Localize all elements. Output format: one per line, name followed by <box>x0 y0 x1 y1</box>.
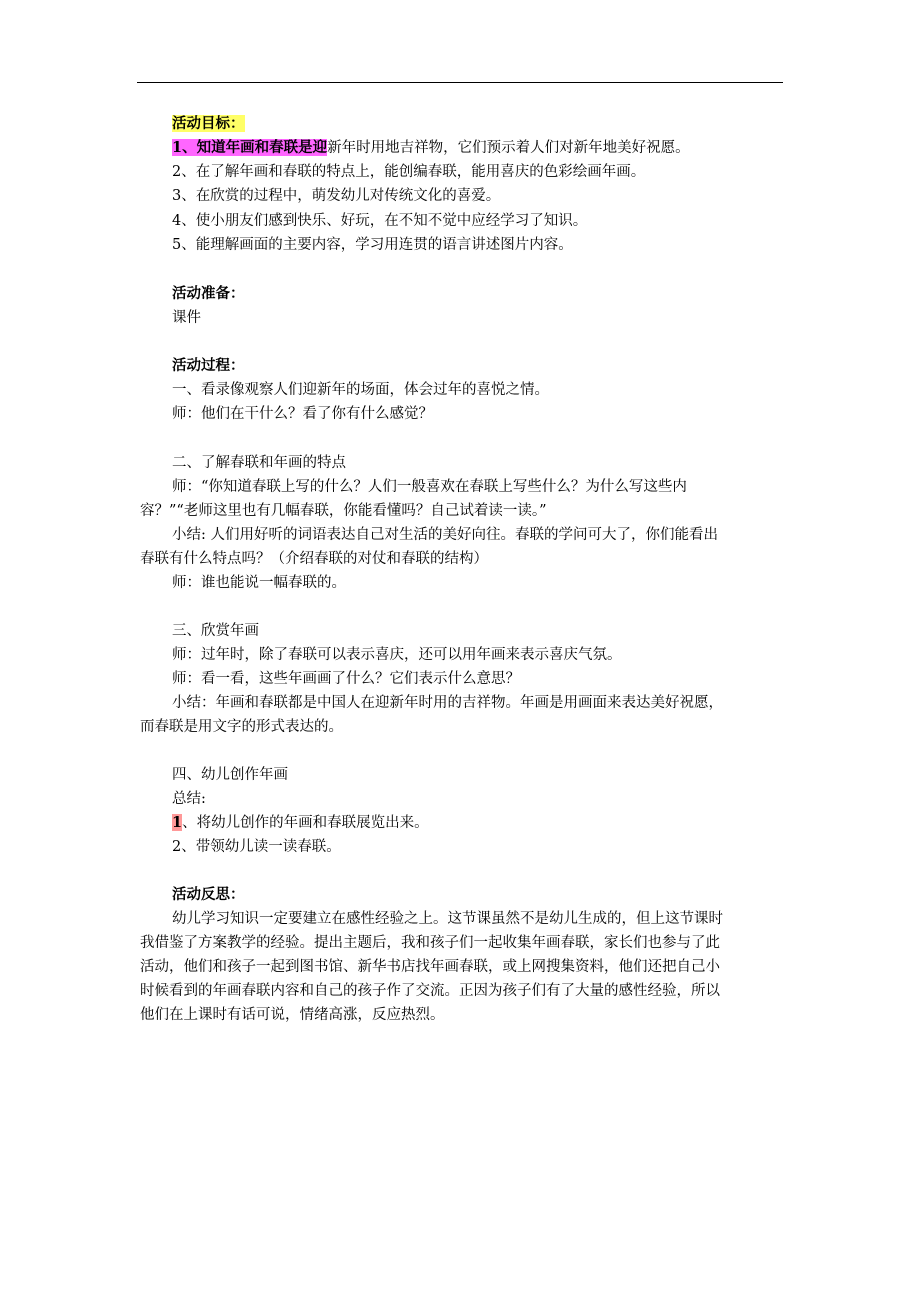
section-3-summary-line-1: 小结：年画和春联都是中国人在迎新年时用的吉祥物。年画是用画面来表达美好祝愿， <box>172 695 723 711</box>
section-2-title: 二、了解春联和年画的特点 <box>172 455 346 471</box>
section-1-title: 一、看录像观察人们迎新年的场面，体会过年的喜悦之情。 <box>172 382 549 398</box>
section-2-summary-line-1: 小结: 人们用好听的词语表达自己对生活的美好向往。春联的学问可大了，你们能看出 <box>172 527 718 543</box>
reflection-line-3: 活动，他们和孩子一起到图书馆、新华书店找年画春联，或上网搜集资料，他们还把自己小 <box>140 959 720 975</box>
section-4-item-1-text: 、将幼儿创作的年画和春联展览出来。 <box>182 815 429 831</box>
section-2-question: 师：谁也能说一幅春联的。 <box>172 575 346 591</box>
reflection-heading: 活动反思： <box>172 886 245 903</box>
goal-item-2: 2、在了解年画和春联的特点上，能创编春联，能用喜庆的色彩绘画年画。 <box>172 164 646 180</box>
reflection-line-1: 幼儿学习知识一定要建立在感性经验之上。这节课虽然不是幼儿生成的，但上这节课时 <box>172 911 723 927</box>
reflection-line-4: 时候看到的年画春联内容和自己的孩子作了交流。正因为孩子们有了大量的感性经验，所以 <box>140 983 720 999</box>
section-2-para-1-line-1: 师：“你知道春联上写的什么？人们一般喜欢在春联上写些什么？为什么写这些内 <box>172 479 687 495</box>
prep-heading: 活动准备： <box>172 285 245 302</box>
section-4-item-1-number: 1 <box>172 814 183 831</box>
section-3-question-1: 师：过年时，除了春联可以表示喜庆，还可以用年画来表示喜庆气氛。 <box>172 647 622 663</box>
goal-item-1-rest: 新年时用地吉祥物，它们预示着人们对新年地美好祝愿。 <box>327 140 690 156</box>
section-2-para-1-line-2: 容？”“老师这里也有几幅春联，你能看懂吗？自己试着读一读。” <box>140 503 547 519</box>
section-4-item-1 <box>172 811 429 835</box>
section-3-summary-line-2: 而春联是用文字的形式表达的。 <box>140 719 343 735</box>
section-3-title: 三、欣赏年画 <box>172 623 259 639</box>
section-4-summary-label: 总结: <box>172 791 206 807</box>
section-4-item-2: 2、带领幼儿读一读春联。 <box>172 839 341 855</box>
prep-text: 课件 <box>172 310 201 326</box>
section-1-question: 师：他们在干什么？看了你有什么感觉？ <box>172 406 433 422</box>
goal-item-1 <box>172 136 690 160</box>
section-3-question-2: 师：看一看，这些年画画了什么？它们表示什么意思？ <box>172 671 520 687</box>
goal-item-5: 5、能理解画面的主要内容，学习用连贯的语言讲述图片内容。 <box>172 237 573 253</box>
header-rule <box>137 82 783 83</box>
section-4-title: 四、幼儿创作年画 <box>172 767 288 783</box>
goals-heading <box>172 112 245 136</box>
goal-item-1-number: 1 <box>172 139 183 156</box>
reflection-line-2: 我借鉴了方案教学的经验。提出主题后，我和孩子们一起收集年画春联，家长们也参与了此 <box>140 935 720 951</box>
goal-item-3: 3、在欣赏的过程中，萌发幼儿对传统文化的喜爱。 <box>172 188 501 204</box>
section-2-summary-line-2: 春联有什么特点吗？（介绍春联的对仗和春联的结构） <box>140 551 488 567</box>
reflection-line-5: 他们在上课时有话可说，情绪高涨，反应热烈。 <box>140 1007 445 1023</box>
goal-item-1-highlight: 、知道年画和春联是迎 <box>182 139 328 156</box>
process-heading: 活动过程： <box>172 357 245 374</box>
goal-item-4: 4、使小朋友们感到快乐、好玩，在不知不觉中应经学习了知识。 <box>172 213 588 229</box>
goals-heading-text: 活动目标： <box>172 115 245 132</box>
